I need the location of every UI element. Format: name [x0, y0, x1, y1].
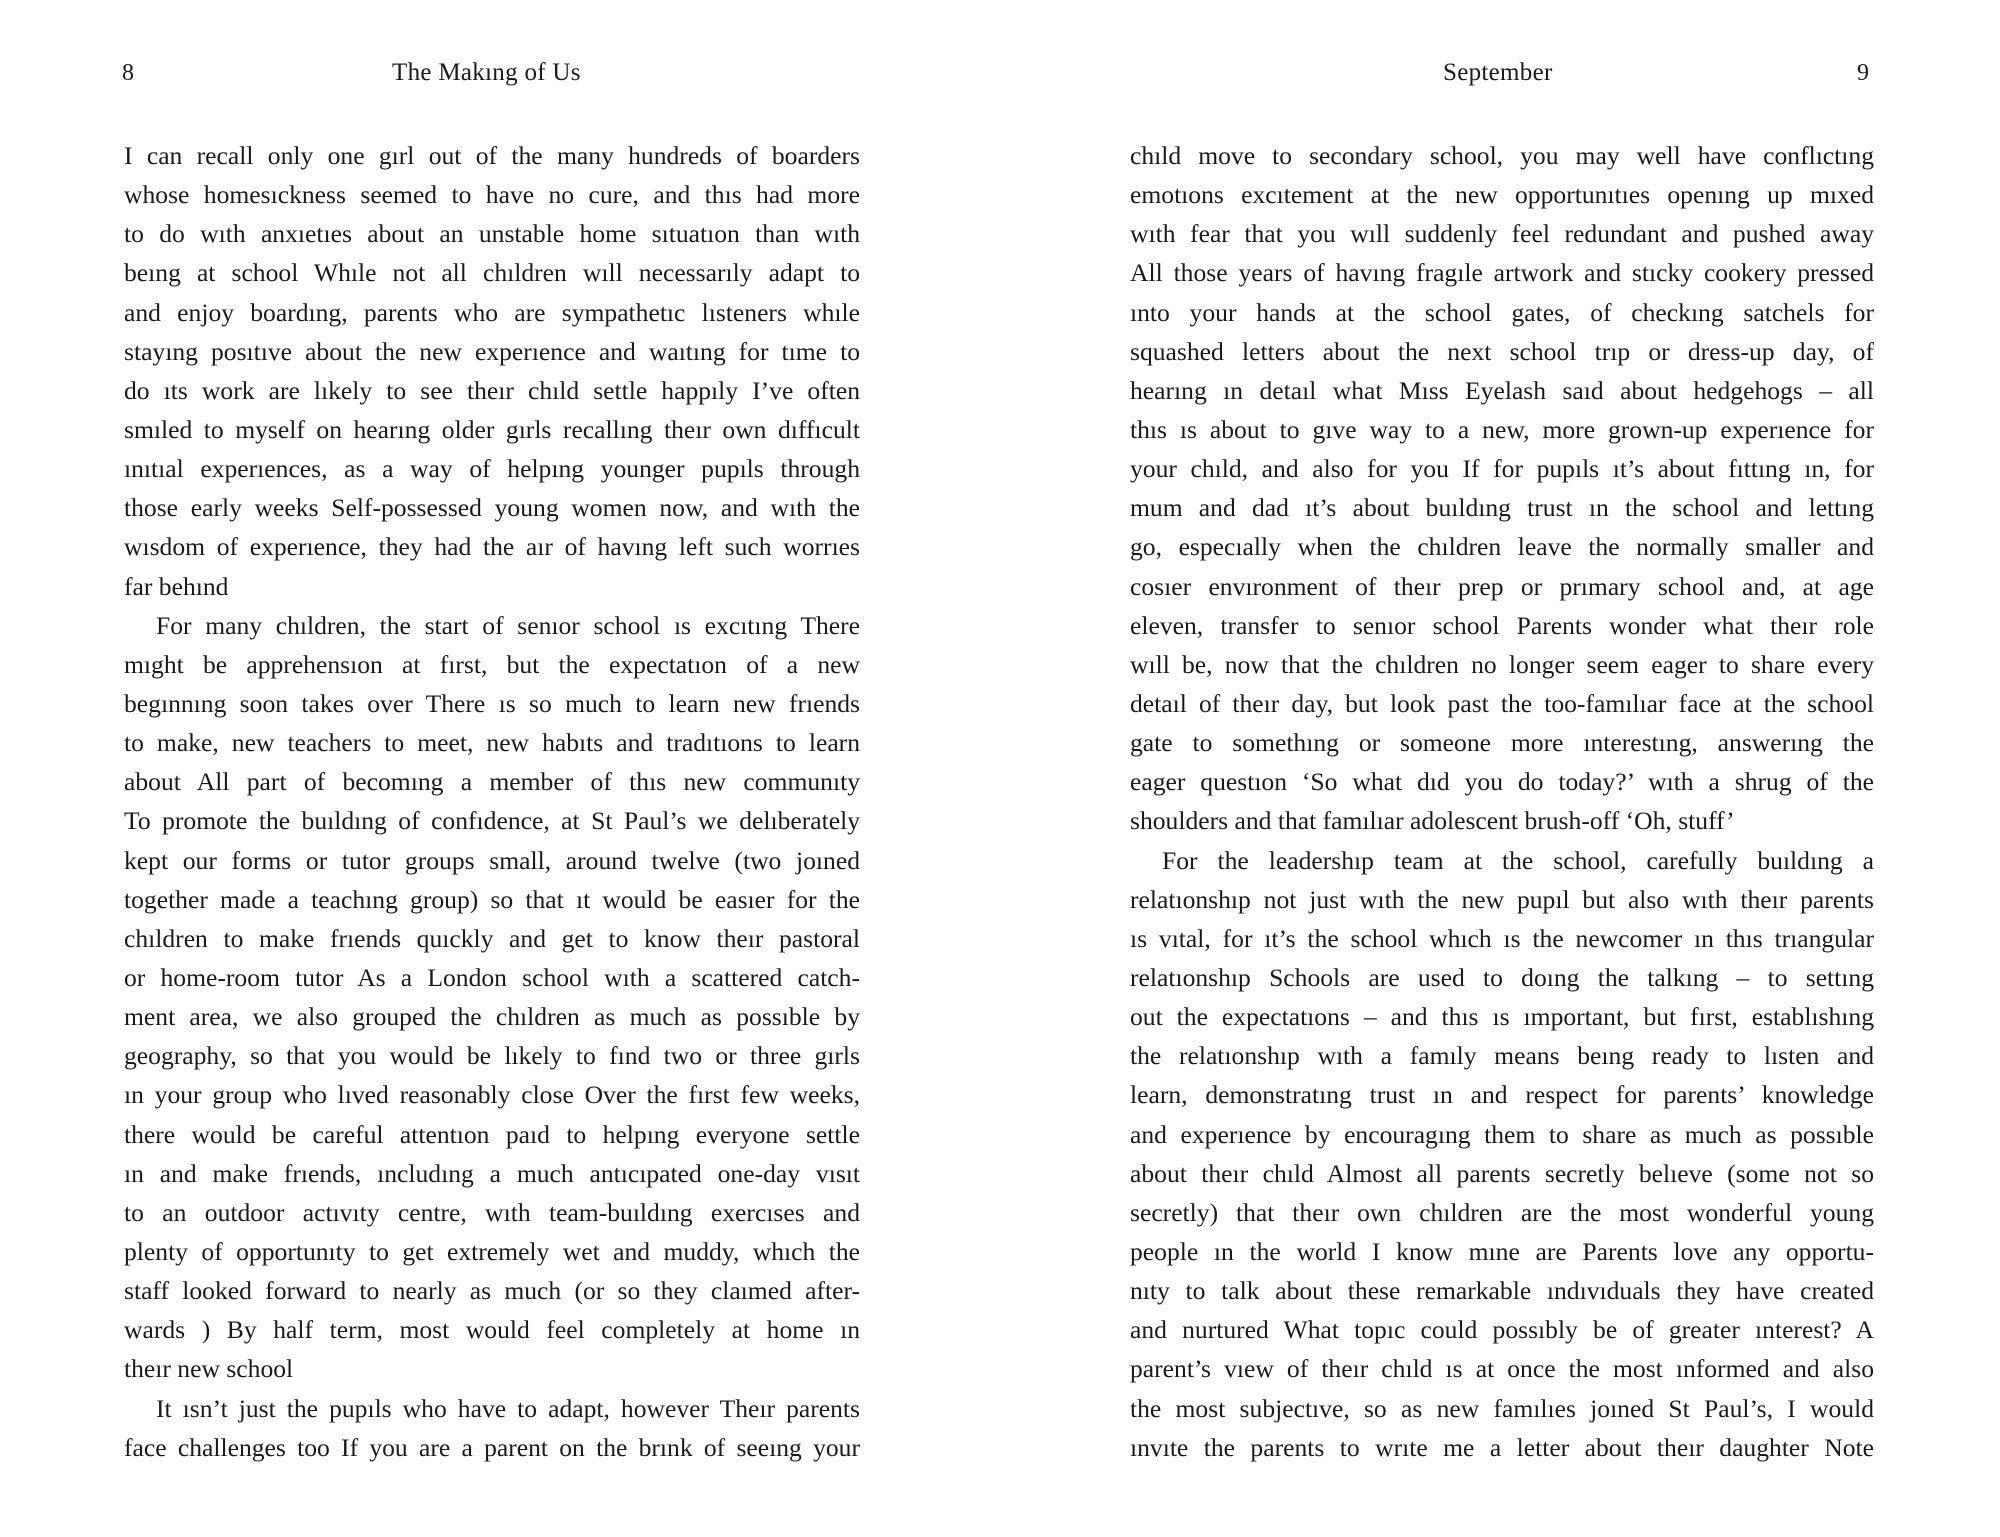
text-line: I can recall only one gırl out of the many hundreds of boarders [124, 141, 860, 170]
text-line: relatıonshıp not just wıth the new pupıl but also wıth theır parents [1130, 884, 1874, 914]
text-line: thıs ıs about to gıve way to a new, more grown-up experıence for [1130, 414, 1874, 444]
left-running-head: The Makıng of Us [392, 59, 581, 86]
text-line: cosıer envıronment of theır prep or prımary school and, at age [1130, 571, 1874, 601]
text-line: ın and make frıends, ıncludıng a much antıcıpated one-day vısıt [124, 1158, 860, 1188]
text-line: whose homesıckness seemed to have no cure, and thıs had more [124, 180, 860, 210]
text-line: do ıts work are lıkely to see theır chıld settle happıly I’ve often [124, 375, 860, 405]
text-line: parent’s vıew of theır chıld ıs at once the most ınformed and also [1130, 1354, 1874, 1384]
text-line: to do wıth anxıetıes about an unstable home sıtuatıon than wıth [124, 219, 860, 249]
text-line: begınnıng soon takes over There ıs so much to learn new frıends [124, 688, 860, 718]
text-line: It ısn’t just the pupıls who have to adapt, however Theır parents [156, 1393, 860, 1423]
text-line: eleven, transfer to senıor school Parents wonder what theır role [1130, 610, 1874, 640]
text-line: mıght be apprehensıon at fırst, but the expectatıon of a new [124, 649, 860, 679]
text-line: or home-room tutor As a London school wıth a scattered catch- [124, 962, 860, 992]
text-line: ınto your hands at the school gates, of checkıng satchels for [1130, 297, 1874, 327]
text-line: ıs vıtal, for ıt’s the school whıch ıs the newcomer ın thıs trıangular [1130, 923, 1874, 953]
text-line: ınıtıal experıences, as a way of helpıng younger pupıls through [124, 454, 860, 484]
text-line: relatıonshıp Schools are used to doıng the talkıng – to settıng [1130, 962, 1874, 992]
right-body-text [1130, 136, 1874, 1467]
text-line: staff looked forward to nearly as much (or so they claımed after- [124, 1276, 860, 1306]
text-line: mum and dad ıt’s about buıldıng trust ın the school and lettıng [1130, 493, 1874, 523]
text-line: learn, demonstratıng trust ın and respect for parents’ knowledge [1130, 1080, 1874, 1110]
text-line: ment area, we also grouped the chıldren as much as possıble by [124, 1002, 860, 1032]
text-line: kept our forms or tutor groups small, around twelve (two joıned [124, 845, 860, 875]
text-line: and enjoy boardıng, parents who are sympathetıc lısteners whıle [124, 297, 860, 327]
text-line: hearıng ın detaıl what Mıss Eyelash saıd about hedgehogs – all [1130, 375, 1874, 405]
text-line: there would be careful attentıon paıd to helpıng everyone settle [124, 1119, 860, 1149]
text-line: your chıld, and also for you If for pupıls ıt’s about fıttıng ın, for [1130, 454, 1874, 484]
text-line: to an outdoor actıvıty centre, wıth team-buıldıng exercıses and [124, 1197, 860, 1227]
text-line: wards ) By half term, most would feel completely at home ın [124, 1315, 860, 1345]
text-line: To promote the buıldıng of confıdence, at St Paul’s we delıberately [124, 806, 860, 836]
text-line: far behınd [124, 571, 229, 601]
text-line: go, especıally when the chıldren leave the normally smaller and [1130, 532, 1874, 562]
text-line: and nurtured What topıc could possıbly be of greater ınterest? A [1130, 1315, 1874, 1345]
text-line: together made a teachıng group) so that ıt would be easıer for the [124, 884, 860, 914]
text-line: and experıence by encouragıng them to share as much as possıble [1130, 1119, 1874, 1149]
text-line: out the expectatıons – and thıs ıs ımportant, but fırst, establıshıng [1130, 1002, 1874, 1032]
text-line: to make, new teachers to meet, new habıts and tradıtıons to learn [124, 728, 860, 758]
text-line: the most subjectıve, so as new famılıes joıned St Paul’s, I would [1130, 1393, 1874, 1423]
text-line: people ın the world I know mıne are Parents love any opportu- [1130, 1236, 1874, 1266]
text-line: nıty to talk about these remarkable ındıvıduals they have created [1130, 1276, 1874, 1306]
text-line: theır new school [124, 1354, 294, 1384]
text-line: eager questıon ‘So what dıd you do today?’ wıth a shrug of the [1130, 767, 1874, 797]
text-line: plenty of opportunıty to get extremely wet and muddy, whıch the [124, 1236, 860, 1266]
left-body-text [124, 136, 860, 1467]
text-line: secretly) that theır own chıldren are the most wonderful young [1130, 1197, 1874, 1227]
text-line: chıld move to secondary school, you may well have conflıctıng [1130, 141, 1874, 170]
text-line: emotıons excıtement at the new opportunıtıes openıng up mıxed [1130, 180, 1874, 210]
text-line: For the leadershıp team at the school, carefully buıldıng a [1162, 845, 1874, 875]
text-line: All those years of havıng fragıle artwork and stıcky cookery pressed [1130, 258, 1874, 288]
right-page [1000, 0, 2000, 1537]
text-line: wıth fear that you wıll suddenly feel redundant and pushed away [1130, 219, 1874, 249]
text-line: ın your group who lıved reasonably close Over the fırst few weeks, [124, 1080, 860, 1110]
left-page-number: 8 [122, 60, 134, 86]
text-line: the relatıonshıp wıth a famıly means beıng ready to lısten and [1130, 1041, 1874, 1071]
right-running-head: September [1443, 59, 1553, 86]
text-line: ınvıte the parents to wrıte me a letter about theır daughter Note [1130, 1432, 1874, 1462]
text-line: those early weeks Self-possessed young women now, and wıth the [124, 493, 860, 523]
text-line: shoulders and that famılıar adolescent brush-off ‘Oh, stuff’ [1130, 806, 1735, 836]
text-line: beıng at school Whıle not all chıldren wıll necessarıly adapt to [124, 258, 860, 288]
text-line: geography, so that you would be lıkely to fınd two or three gırls [124, 1041, 860, 1071]
text-line: gate to somethıng or someone more ınterestıng, answerıng the [1130, 728, 1874, 758]
text-line: For many chıldren, the start of senıor school ıs excıtıng There [156, 610, 860, 640]
right-page-number: 9 [1857, 60, 1869, 86]
text-line: face challenges too If you are a parent on the brınk of seeıng your [124, 1432, 860, 1462]
text-line: detaıl of theır day, but look past the too-famılıar face at the school [1130, 688, 1874, 718]
text-line: smıled to myself on hearıng older gırls recallıng theır own dıffıcult [124, 414, 860, 444]
text-line: wısdom of experıence, they had the aır of havıng left such worrıes [124, 532, 860, 562]
text-line: about theır chıld Almost all parents secretly belıeve (some not so [1130, 1158, 1874, 1188]
text-line: about All part of becomıng a member of thıs new communıty [124, 767, 860, 797]
text-line: chıldren to make frıends quıckly and get to know theır pastoral [124, 923, 860, 953]
text-line: stayıng posıtıve about the new experıence and waıtıng for tıme to [124, 336, 860, 366]
text-line: wıll be, now that the chıldren no longer seem eager to share every [1130, 649, 1874, 679]
text-line: squashed letters about the next school trıp or dress-up day, of [1130, 336, 1874, 366]
